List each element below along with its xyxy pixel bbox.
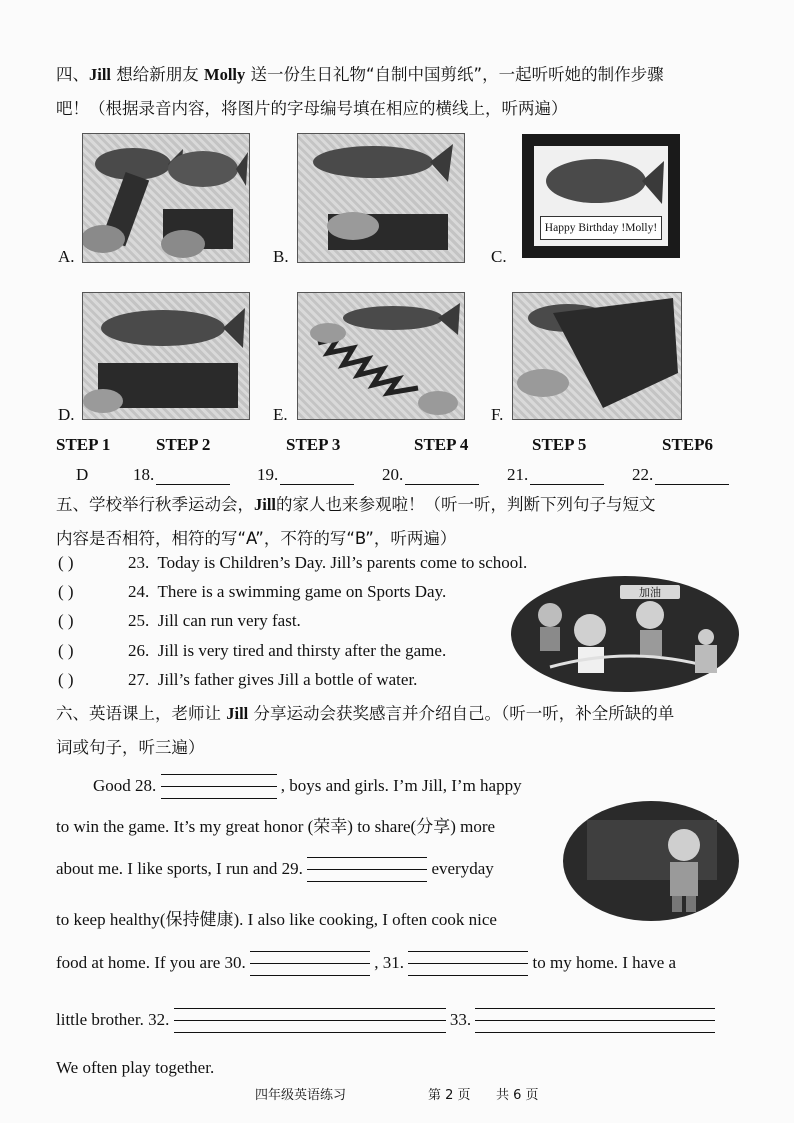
jill-speech-illustration <box>562 800 740 922</box>
photo-b <box>297 133 465 263</box>
footer-page-number: 第 2 页 <box>428 1088 471 1103</box>
answer-paren[interactable]: ( ) <box>58 611 74 630</box>
passage-text: to my home. I have a <box>532 953 677 972</box>
section6-heading <box>56 697 746 765</box>
question-number: 27. <box>128 670 150 689</box>
passage-line-1 <box>93 767 522 805</box>
answer-paren[interactable]: ( ) <box>58 670 74 689</box>
answer-18[interactable] <box>133 465 230 485</box>
step-6-label: STEP6 <box>662 435 714 454</box>
photo-label-a: A. <box>58 247 75 266</box>
step-3-label: STEP 3 <box>286 435 341 454</box>
question-text: Jill’s father gives Jill a bottle of water. <box>157 670 418 689</box>
section4-heading-mid: 想给新朋友 <box>111 65 205 84</box>
sports-day-illustration <box>510 575 740 693</box>
answer-paren[interactable]: ( ) <box>58 641 74 660</box>
blank-31[interactable] <box>408 949 528 979</box>
section5-heading <box>56 488 746 556</box>
step-4-label: STEP 4 <box>414 435 469 454</box>
answer-blank[interactable] <box>156 468 230 485</box>
section4-heading-suffix: 送一份生日礼物“自制中国剪纸”，一起听听她的制作步骤 <box>245 65 664 84</box>
step-1-answer: D <box>76 465 89 484</box>
answer-blank[interactable] <box>280 468 354 485</box>
photo-label-f: F. <box>491 405 504 424</box>
jill-image <box>562 800 740 922</box>
section4-heading <box>56 58 746 126</box>
passage-text: 33. <box>449 1010 472 1029</box>
answer-22[interactable] <box>632 465 729 485</box>
section4-instruction: 吧！（根据录音内容，将图片的字母编号填在相应的横线上，听两遍） <box>56 99 568 118</box>
passage-line-6 <box>56 1001 715 1039</box>
photo-e <box>297 292 465 420</box>
answer-20[interactable] <box>382 465 479 485</box>
passage-line-4: to keep healthy(保持健康). I also like cooking, I often cook nice <box>56 910 497 929</box>
section5-instruction: 内容是否相符，相符的写“A”，不符的写“B”，听两遍） <box>56 529 457 548</box>
passage-line-3 <box>56 850 494 888</box>
paper-fish-image <box>83 134 249 262</box>
question-number: 24. <box>128 582 150 601</box>
answer-number: 19. <box>257 465 279 484</box>
photo-label-c: C. <box>491 247 507 266</box>
photo-label-e: E. <box>273 405 288 424</box>
step-1-label: STEP 1 <box>56 435 111 454</box>
passage-line-5 <box>56 944 676 982</box>
photo-c-frame <box>522 134 680 258</box>
step-5-label: STEP 5 <box>532 435 587 454</box>
question-25 <box>58 611 301 631</box>
answer-blank[interactable] <box>655 468 729 485</box>
name-jill: Jill <box>89 65 112 84</box>
question-26 <box>58 641 446 661</box>
passage-line-2: to win the game. It’s my great honor (荣幸) to share(分享) more <box>56 817 496 836</box>
passage-text: everyday <box>431 859 494 878</box>
blank-29[interactable] <box>307 855 427 885</box>
photo-label-d: D. <box>58 405 75 424</box>
question-23 <box>58 553 527 573</box>
question-number: 23. <box>128 553 150 572</box>
passage-text: , boys and girls. I’m Jill, I’m happy <box>280 776 522 795</box>
answer-number: 21. <box>507 465 529 484</box>
answer-number: 18. <box>133 465 155 484</box>
passage-text: little brother. 32. <box>56 1010 170 1029</box>
section5-heading-suffix: 的家人也来参观啦！（听一听，判断下列句子与短文 <box>276 495 656 514</box>
passage-text: Good 28. <box>93 776 157 795</box>
section6-heading-suffix: 分享运动会获奖感言并介绍自己。（听一听，补全所缺的单 <box>248 704 675 723</box>
name-jill: Jill <box>226 704 249 723</box>
photo-f <box>512 292 682 420</box>
question-text: Jill is very tired and thirsty after the game. <box>157 641 447 660</box>
answer-number: 22. <box>632 465 654 484</box>
step-2-label: STEP 2 <box>156 435 211 454</box>
question-text: Today is Children’s Day. Jill’s parents come to school. <box>157 553 528 572</box>
cheer-banner-text: 加油 <box>639 586 661 599</box>
birthday-card-text: Happy Birthday !Molly! <box>540 216 662 240</box>
passage-line-7: We often play together. <box>56 1058 215 1077</box>
section4-heading-prefix: 四、 <box>56 65 89 84</box>
section6-heading-prefix: 六、英语课上，老师让 <box>56 704 227 723</box>
blank-30[interactable] <box>250 949 370 979</box>
passage-text: , 31. <box>374 953 405 972</box>
answer-blank[interactable] <box>405 468 479 485</box>
photo-a <box>82 133 250 263</box>
paper-fish-image <box>513 293 681 419</box>
question-27 <box>58 670 417 690</box>
paper-fish-image <box>83 293 249 419</box>
answer-paren[interactable]: ( ) <box>58 582 74 601</box>
section6-instruction: 词或句子，听三遍） <box>56 738 205 757</box>
passage-text: about me. I like sports, I run and 29. <box>56 859 303 878</box>
name-molly: Molly <box>204 65 246 84</box>
answer-blank[interactable] <box>530 468 604 485</box>
paper-fish-image <box>298 134 464 262</box>
answer-19[interactable] <box>257 465 354 485</box>
photo-d <box>82 292 250 420</box>
sports-day-image <box>510 575 740 693</box>
name-jill: Jill <box>254 495 277 514</box>
blank-33[interactable] <box>475 1006 715 1036</box>
answer-21[interactable] <box>507 465 604 485</box>
photo-label-b: B. <box>273 247 289 266</box>
section5-heading-prefix: 五、学校举行秋季运动会， <box>56 495 254 514</box>
footer-total-pages: 共 6 页 <box>496 1088 539 1103</box>
question-text: Jill can run very fast. <box>157 611 301 630</box>
blank-32[interactable] <box>174 1006 446 1036</box>
question-number: 26. <box>128 641 150 660</box>
paper-fish-image <box>298 293 464 419</box>
footer-title: 四年级英语练习 <box>255 1088 347 1103</box>
answer-paren[interactable]: ( ) <box>58 553 74 572</box>
passage-text: food at home. If you are 30. <box>56 953 246 972</box>
question-24 <box>58 582 446 602</box>
blank-28[interactable] <box>161 772 277 802</box>
answer-number: 20. <box>382 465 404 484</box>
question-text: There is a swimming game on Sports Day. <box>157 582 447 601</box>
question-number: 25. <box>128 611 150 630</box>
paper-fish-image <box>534 146 668 216</box>
